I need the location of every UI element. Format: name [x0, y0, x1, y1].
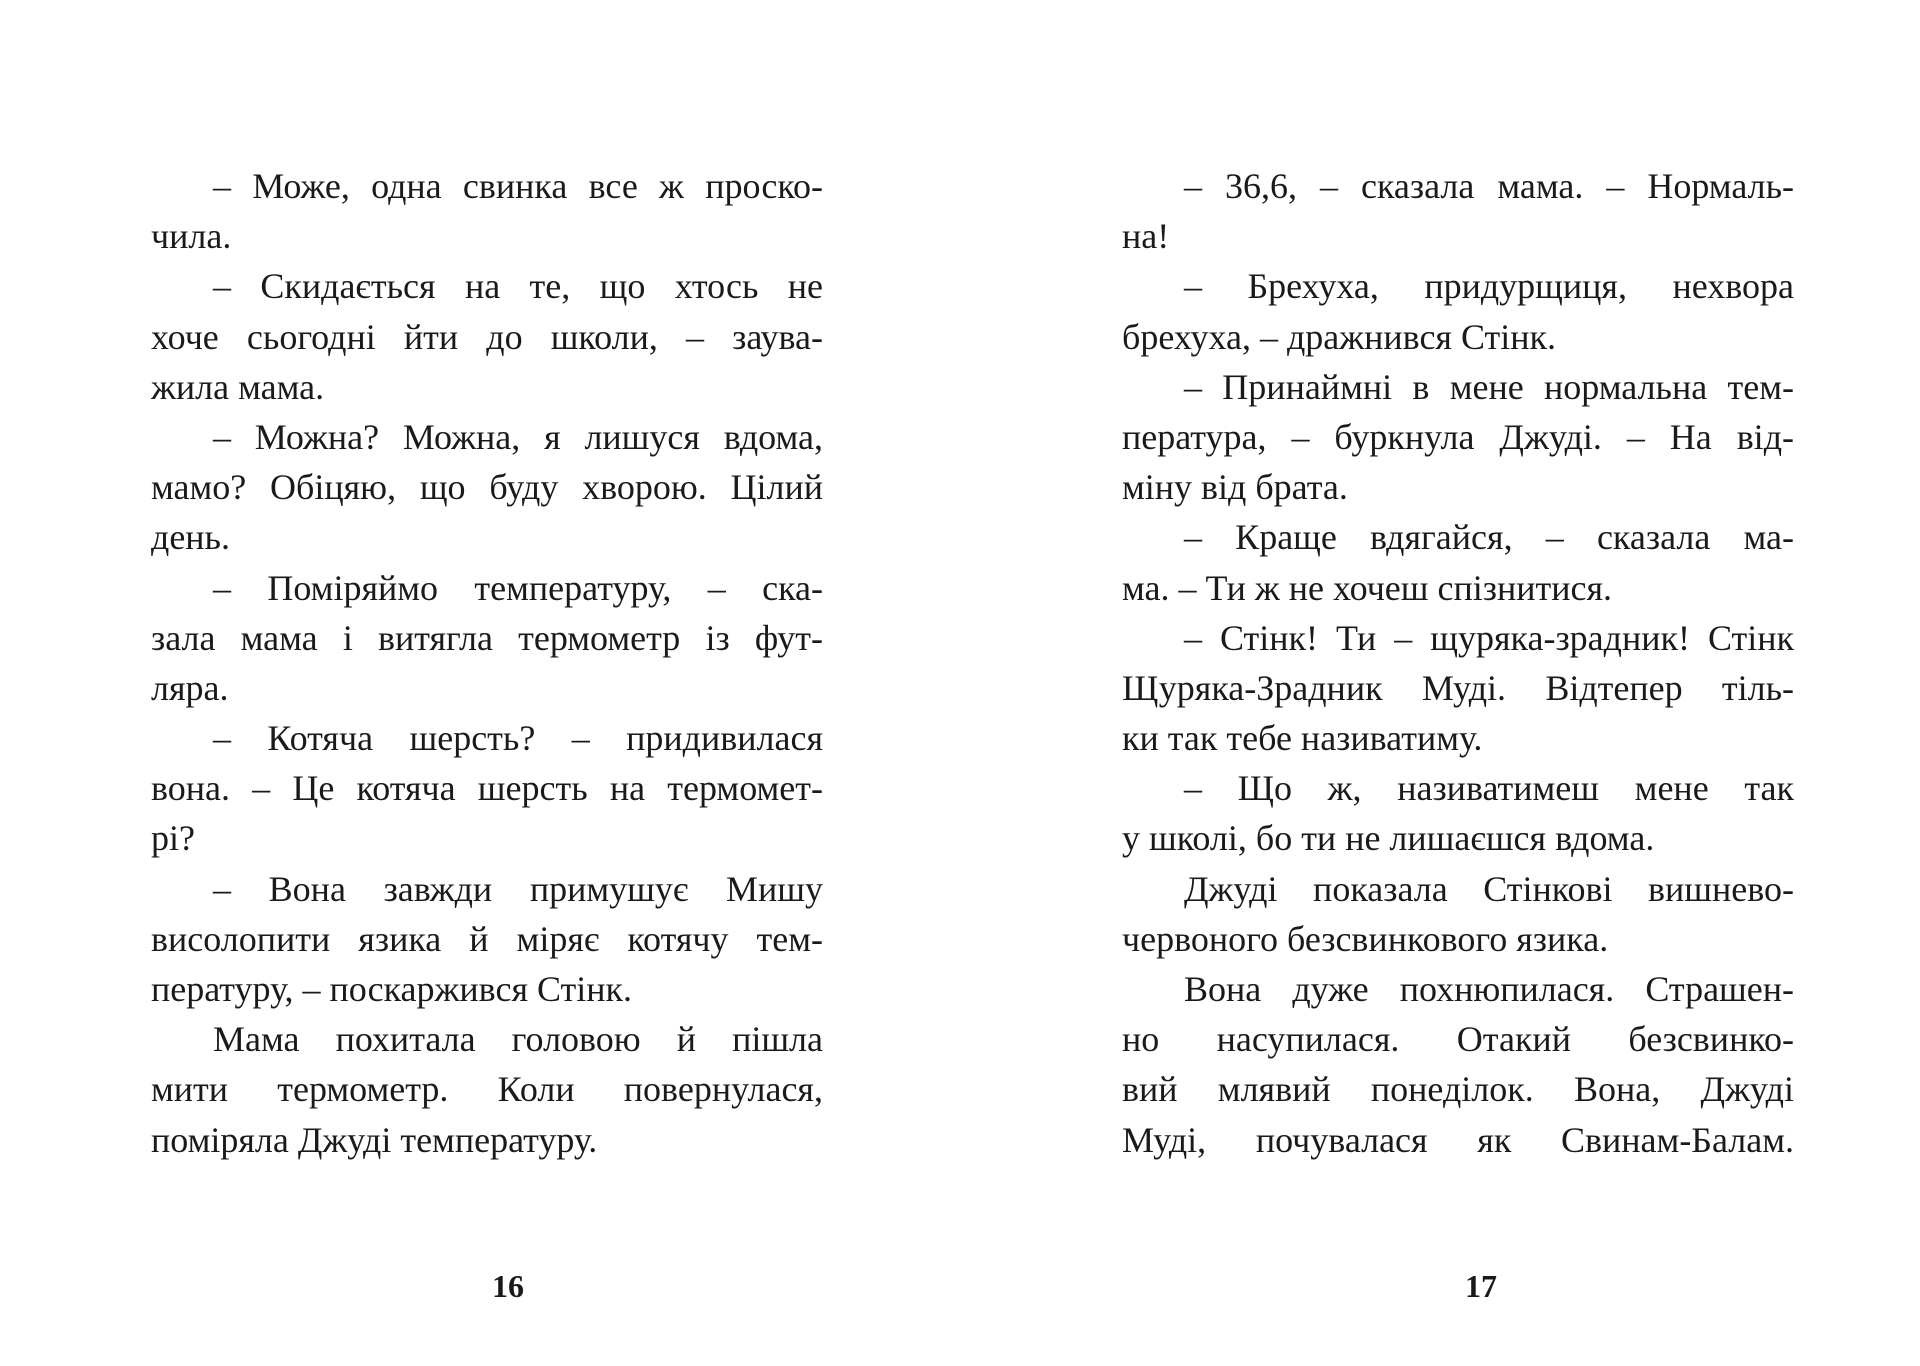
text-line: брехуха, – дражнився Стінк. — [1122, 316, 1557, 357]
page-number-17: 17 — [1465, 1268, 1497, 1304]
text-line: – Вона завжди примушує Мишу — [213, 868, 823, 909]
page-17-text — [1122, 161, 1794, 1165]
text-line: – Принаймні в мене нормальна тем- — [1184, 366, 1794, 407]
text-line: пература, – буркнула Джуді. – На від- — [1122, 416, 1794, 457]
text-line: – Стінк! Ти – щуряка-зрадник! Стінк — [1184, 617, 1794, 658]
text-line: Вона дуже похнюпилася. Страшен- — [1184, 969, 1794, 1009]
text-line: мити термометр. Коли повернулася, — [151, 1069, 823, 1110]
text-line: – Що ж, називатимеш мене так — [1184, 768, 1794, 809]
text-line: Джуді показала Стінкові вишнево- — [1184, 868, 1794, 909]
text-line: рі? — [151, 818, 195, 859]
text-line: – Скидається на те, що хтось не — [213, 266, 823, 307]
text-line: червоного безсвинкового язика. — [1122, 918, 1609, 959]
text-line: – Брехуха, придурщиця, нехвора — [1184, 266, 1794, 307]
text-line: – Може, одна свинка все ж проско- — [213, 166, 823, 206]
text-line: поміряла Джуді температуру. — [151, 1119, 598, 1160]
text-line: вона. – Це котяча шерсть на термомет- — [151, 768, 823, 809]
text-line: Муді, почувалася як Свинам-Балам. — [1122, 1119, 1794, 1160]
text-line: – Котяча шерсть? – придивилася — [213, 718, 823, 759]
text-line: міну від брата. — [1122, 467, 1348, 508]
text-line: ма. – Ти ж не хочеш спізнитися. — [1122, 567, 1613, 608]
text-line: на! — [1122, 216, 1170, 257]
text-line: Щуряка-Зрадник Муді. Відтепер тіль- — [1122, 667, 1794, 708]
text-line: но насупилася. Отакий безсвинко- — [1122, 1019, 1794, 1060]
text-line: пературу, – поскаржився Стінк. — [151, 969, 633, 1009]
text-line: у школі, бо ти не лишаєшся вдома. — [1122, 818, 1655, 859]
text-line: – Поміряймо температуру, – ска- — [213, 567, 823, 608]
text-line: чила. — [151, 216, 232, 257]
text-line: висолопити язика й міряє котячу тем- — [151, 918, 823, 959]
text-line: Мама похитала головою й пішла — [213, 1019, 823, 1060]
text-line: зала мама і витягла термометр із фут- — [151, 617, 823, 658]
text-line: – 36,6, – сказала мама. – Нормаль- — [1184, 166, 1794, 206]
text-line: – Краще вдягайся, – сказала ма- — [1184, 517, 1794, 558]
text-line: жила мама. — [151, 366, 325, 407]
text-line: хоче сьогодні йти до школи, – заува- — [151, 316, 823, 357]
text-line: вий млявий понеділок. Вона, Джуді — [1122, 1069, 1794, 1110]
text-line: день. — [151, 517, 230, 558]
page-16-text — [151, 161, 823, 1165]
page-number-16: 16 — [492, 1268, 524, 1304]
text-line: ляра. — [151, 667, 229, 708]
text-line: мамо? Обіцяю, що буду хворою. Цілий — [151, 467, 823, 508]
text-line: ки так тебе називатиму. — [1122, 718, 1483, 759]
text-line: – Можна? Можна, я лишуся вдома, — [213, 416, 823, 457]
